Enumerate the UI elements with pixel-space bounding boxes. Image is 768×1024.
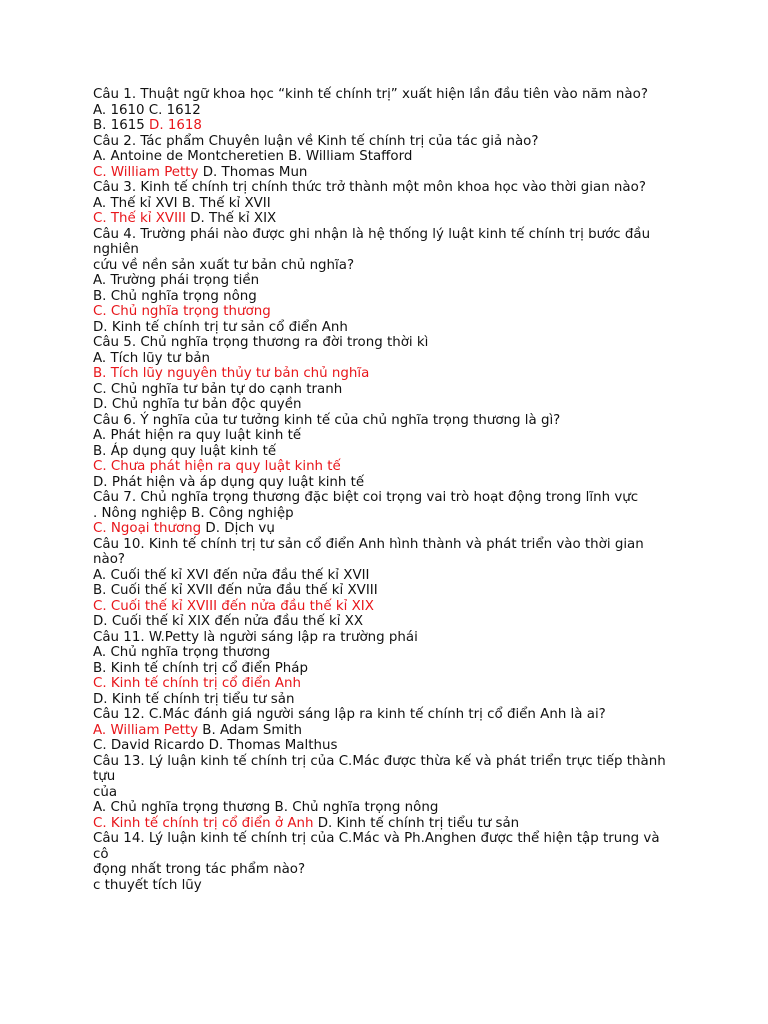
- line-text: D. Kinh tế chính trị tiểu tư sản: [313, 815, 520, 831]
- text-line: [93, 645, 678, 661]
- line-text: A. Antoine de Montcheretien B. William Stafford: [93, 149, 413, 164]
- text-line: [93, 785, 678, 801]
- line-text: A. Trường phái trọng tiền: [93, 273, 260, 288]
- text-line: [93, 196, 678, 212]
- text-line: [93, 723, 678, 739]
- text-line: [93, 382, 678, 398]
- text-line: [93, 676, 678, 692]
- text-line: [93, 475, 678, 491]
- text-line: [93, 397, 678, 413]
- text-line: [93, 614, 678, 630]
- line-text: A. 1610 C. 1612: [93, 102, 201, 118]
- text-line: [93, 413, 678, 429]
- line-text: Câu 12. C.Mác đánh giá người sáng lập ra kinh tế chính trị cổ điển Anh là ai?: [93, 707, 606, 722]
- line-text: A. Chủ nghĩa trọng thương B. Chủ nghĩa trọng nông: [93, 800, 439, 815]
- text-line: [93, 366, 678, 382]
- line-text: D. Cuối thế kỉ XIX đến nửa đầu thế kỉ XX: [93, 614, 364, 629]
- text-line: [93, 862, 678, 878]
- text-line: [93, 630, 678, 646]
- line-text: B. Kinh tế chính trị cổ điển Pháp: [93, 660, 308, 676]
- line-text: D. Thế kỉ XIX: [185, 211, 277, 226]
- correct-answer-text: B. Tích lũy nguyên thủy tư bản chủ nghĩa: [93, 366, 370, 381]
- line-text: B. Cuối thế kỉ XVII đến nửa đầu thế kỉ XVIII: [93, 583, 378, 598]
- line-text: B. 1615: [93, 118, 150, 133]
- text-line: [93, 211, 678, 227]
- correct-answer-text: C. Chủ nghĩa trọng thương: [93, 304, 271, 319]
- text-line: [93, 428, 678, 444]
- line-text: D. Kinh tế chính trị tư sản cổ điển Anh: [93, 319, 348, 335]
- line-text: A. Chủ nghĩa trọng thương: [93, 645, 271, 660]
- line-text: D. Phát hiện và áp dụng quy luật kinh tế: [93, 474, 365, 490]
- text-line: [93, 816, 678, 832]
- line-text: Câu 10. Kinh tế chính trị tư sản cổ điển Anh hình thành và phát triển vào thời gian nào?: [93, 536, 644, 567]
- text-line: [93, 599, 678, 615]
- text-line: [93, 351, 678, 367]
- line-text: Câu 3. Kinh tế chính trị chính thức trở thành một môn khoa học vào thời gian nào?: [93, 180, 646, 195]
- correct-answer-text: C. William Petty: [93, 164, 199, 180]
- line-text: C. Chủ nghĩa tư bản tự do cạnh tranh: [93, 381, 343, 397]
- text-line: [93, 335, 678, 351]
- line-text: Câu 13. Lý luận kinh tế chính trị của C.Mác được thừa kế và phát triển trực tiếp thành tựu: [93, 753, 666, 784]
- line-text: B. Adam Smith: [198, 722, 302, 738]
- line-text: Câu 6. Ý nghĩa của tư tưởng kinh tế của chủ nghĩa trọng thương là gì?: [93, 412, 561, 428]
- line-text: đọng nhất trong tác phẩm nào?: [93, 862, 306, 877]
- line-text: Câu 1. Thuật ngữ khoa học “kinh tế chính trị” xuất hiện lần đầu tiên vào năm nào?: [93, 87, 648, 102]
- text-line: [93, 521, 678, 537]
- correct-answer-text: C. Kinh tế chính trị cổ điển ở Anh: [93, 815, 314, 831]
- correct-answer-text: C. Ngoại thương: [93, 521, 202, 536]
- line-text: A. Cuối thế kỉ XVI đến nửa đầu thế kỉ XVII: [93, 567, 370, 583]
- text-line: [93, 661, 678, 677]
- document-body: [93, 87, 678, 893]
- line-text: Câu 14. Lý luận kinh tế chính trị của C.Mác và Ph.Anghen được thể hiện tập trung và cô: [93, 831, 660, 862]
- line-text: Câu 4. Trường phái nào được ghi nhận là hệ thống lý luật kinh tế chính trị bước đầu nghiên: [93, 226, 651, 257]
- line-text: Câu 5. Chủ nghĩa trọng thương ra đời trong thời kì: [93, 335, 429, 350]
- text-line: [93, 149, 678, 165]
- text-line: [93, 738, 678, 754]
- line-text: A. Thế kỉ XVI B. Thế kỉ XVII: [93, 195, 271, 211]
- line-text: c thuyết tích lũy: [93, 877, 202, 893]
- line-text: B. Chủ nghĩa trọng nông: [93, 288, 257, 304]
- line-text: Câu 7. Chủ nghĩa trọng thương đặc biệt coi trọng vai trò hoạt động trong lĩnh vực: [93, 490, 639, 505]
- line-text: D. Kinh tế chính trị tiểu tư sản: [93, 691, 295, 707]
- line-text: Câu 2. Tác phẩm Chuyên luận về Kinh tế chính trị của tác giả nào?: [93, 133, 539, 149]
- line-text: C. David Ricardo D. Thomas Malthus: [93, 738, 338, 753]
- text-line: [93, 180, 678, 196]
- text-line: [93, 754, 678, 785]
- correct-answer-text: C. Chưa phát hiện ra quy luật kinh tế: [93, 459, 341, 474]
- line-text: D. Thomas Mun: [198, 164, 308, 180]
- text-line: [93, 165, 678, 181]
- line-text: D. Chủ nghĩa tư bản độc quyền: [93, 397, 302, 412]
- text-line: [93, 583, 678, 599]
- text-line: [93, 258, 678, 274]
- text-line: [93, 568, 678, 584]
- line-text: B. Áp dụng quy luật kinh tế: [93, 443, 277, 459]
- correct-answer-text: C. Cuối thế kỉ XVIII đến nửa đầu thế kỉ XIX: [93, 598, 374, 614]
- text-line: [93, 227, 678, 258]
- line-text: của: [93, 784, 118, 800]
- correct-answer-text: C. Thế kỉ XVIII: [93, 211, 186, 226]
- correct-answer-text: A. William Petty: [93, 722, 199, 738]
- text-line: [93, 304, 678, 320]
- text-line: [93, 289, 678, 305]
- text-line: [93, 800, 678, 816]
- text-line: [93, 537, 678, 568]
- text-line: [93, 273, 678, 289]
- correct-answer-text: D. 1618: [149, 118, 202, 133]
- text-line: [93, 490, 678, 506]
- line-text: . Nông nghiệp B. Công nghiệp: [93, 505, 294, 521]
- text-line: [93, 87, 678, 103]
- text-line: [93, 707, 678, 723]
- line-text: cứu về nền sản xuất tư bản chủ nghĩa?: [93, 257, 355, 273]
- text-line: [93, 320, 678, 336]
- line-text: A. Tích lũy tư bản: [93, 350, 211, 366]
- text-line: [93, 506, 678, 522]
- text-line: [93, 459, 678, 475]
- text-line: [93, 831, 678, 862]
- correct-answer-text: C. Kinh tế chính trị cổ điển Anh: [93, 676, 302, 691]
- text-line: [93, 692, 678, 708]
- text-line: [93, 134, 678, 150]
- line-text: D. Dịch vụ: [201, 521, 275, 536]
- text-line: [93, 444, 678, 460]
- text-line: [93, 103, 678, 119]
- text-line: [93, 118, 678, 134]
- line-text: A. Phát hiện ra quy luật kinh tế: [93, 428, 302, 443]
- text-line: [93, 878, 678, 894]
- line-text: Câu 11. W.Petty là người sáng lập ra trường phái: [93, 629, 418, 645]
